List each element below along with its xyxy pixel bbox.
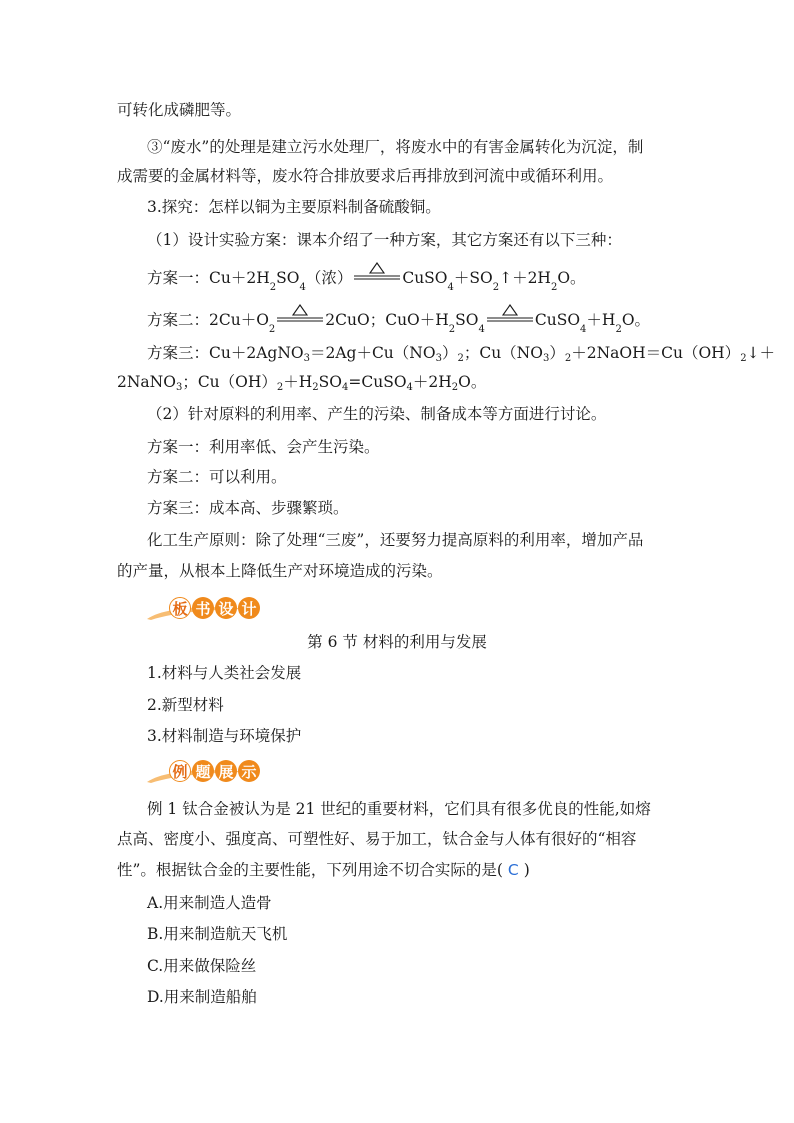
badge-char: 板 [169,597,191,619]
scheme-one-evaluation: 方案一：利用率低、会产生污染。 [147,438,380,456]
badge-char: 题 [192,760,214,782]
paragraph-wastewater-1: ③“废水”的处理是建立污水处理厂，将废水中的有害金属转化为沉淀，制 [147,138,644,156]
paragraph-design: （1）设计实验方案：课本介绍了一种方案，其它方案还有以下三种： [147,231,622,249]
paragraph-principle-2: 的产量，从根本上降低生产对环境造成的污染。 [117,562,443,580]
badge-char: 示 [238,760,260,782]
badge-char: 展 [215,760,237,782]
option-b: B.用来制造航天飞机 [147,925,288,943]
badge-char: 例 [169,760,191,782]
paragraph-discussion: （2）针对原料的利用率、产生的污染、制备成本等方面进行讨论。 [147,405,607,423]
option-c: C.用来做保险丝 [147,957,257,975]
outline-item: 3.材料制造与环境保护 [147,727,302,745]
example-question-1: 例 1 钛合金被认为是 21 世纪的重要材料，它们具有很多优良的性能,如熔 [147,800,651,818]
heating-condition-icon [486,304,534,326]
scheme-three-evaluation: 方案三：成本高、步骤繁琐。 [147,499,349,517]
heating-condition-icon [353,262,401,284]
heating-condition-icon [276,304,324,326]
answer-mark: C [507,861,519,879]
section-badge-board-design [145,595,260,621]
section-badge-examples [145,758,260,784]
scheme-three-line-2: 2NaNO$_3$；$Cu(OH)_2+H_2SO_4=CuSO_4+2H_2O$。 [117,373,487,393]
scheme-three-line-1: 方案三：$Cu+2AgNO_3=2Ag+Cu(NO_3)_2$；$Cu(NO_3)_2+2NaOH=Cu(OH)_2↓+$ [147,344,776,364]
paragraph-wastewater-2: 成需要的金属材料等，废水符合排放要求后再排放到河流中或循环利用。 [117,167,614,185]
badge-char: 设 [215,597,237,619]
badge-char: 计 [238,597,260,619]
badge-char: 书 [192,597,214,619]
scheme-one: 方案一：Cu＋2H 2 SO 4 （浓） CuSO 4 ＋SO 2 ↑＋2H 2 O。 [147,266,586,288]
paragraph-principle-1: 化工生产原则：除了处理“三废”，还要努力提高原料的利用率，增加产品 [147,531,644,549]
option-a: A.用来制造人造骨 [147,894,272,912]
paragraph-fertilizer: 可转化成磷肥等。 [117,101,242,119]
outline-item: 1.材料与人类社会发展 [147,664,302,682]
example-question-3: 性”。根据钛合金的主要性能，下列用途不切合实际的是( C ) [117,861,530,879]
scheme-two-evaluation: 方案二：可以利用。 [147,468,287,486]
example-question-2: 点高、密度小、强度高、可塑性好、易于加工，钛合金与人体有很好的“相容 [117,830,637,848]
scheme-two: 方案二：2Cu＋O 2 2CuO；CuO＋H 2 SO 4 CuSO 4 ＋H 2 O。 [147,308,650,330]
paragraph-explore: 3.探究：怎样以铜为主要原料制备硫酸铜。 [147,198,441,216]
section-title: 第 6 节 材料的利用与发展 [307,633,487,651]
option-d: D.用来制造船舶 [147,988,257,1006]
outline-item: 2.新型材料 [147,696,224,714]
